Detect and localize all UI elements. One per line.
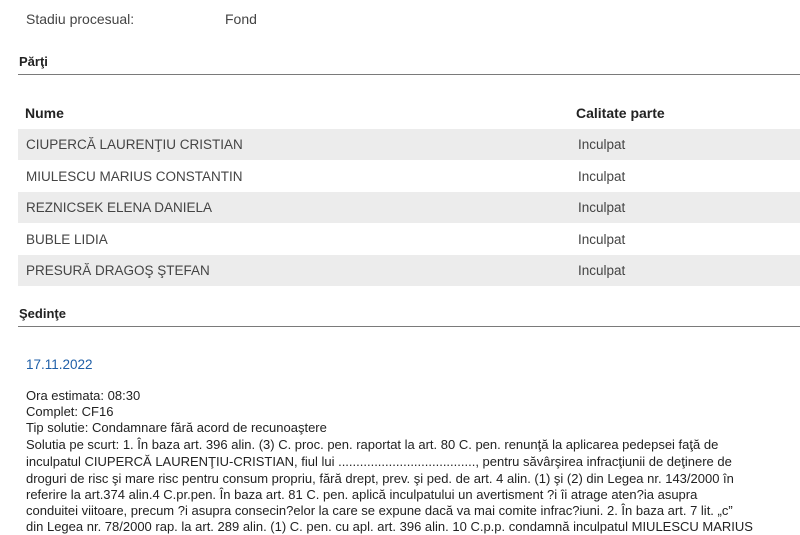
stadiu-procesual-value: Fond (225, 11, 257, 27)
session-detail-line: Tip solutie: Condamnare fără acord de recunoaştere (26, 420, 327, 435)
column-header-calitate: Calitate parte (576, 105, 665, 121)
session-detail-line: din Legea nr. 78/2000 rap. la art. 289 alin. (1) C. pen. cu apl. art. 396 alin. 10 C.p.p. condamnă inculpatul MIULESCU MARIUS (26, 519, 753, 534)
table-row (18, 192, 800, 223)
session-detail-line: Solutia pe scurt: 1. În baza art. 396 alin. (3) C. proc. pen. raportat la art. 80 C. pen. renunţă la aplicarea pedepsei faţă de (26, 437, 719, 452)
party-name: PRESURĂ DRAGOŞ ŞTEFAN (26, 263, 210, 278)
sedinte-section-title: Şedinţe (19, 306, 66, 321)
table-row (18, 255, 800, 286)
session-detail-line: inculpatul CIUPERCĂ LAURENŢIU-CRISTIAN, fiul lui ......................................, pentru săvârşirea infracţiunii de deţinere de (26, 454, 732, 469)
column-header-nume: Nume (25, 105, 64, 121)
stadiu-procesual-label: Stadiu procesual: (26, 11, 135, 27)
session-date-link[interactable]: 17.11.2022 (26, 357, 93, 372)
session-detail-line: conduitei viitoare, precum ?i asupra consecin?elor la care se expune dacă va mai comite infrac?iuni. 2. În baza art. 7 lit. „c” (26, 503, 733, 518)
table-row (18, 224, 800, 255)
party-name: MIULESCU MARIUS CONSTANTIN (26, 169, 243, 184)
stadiu-procesual-row (26, 11, 257, 27)
parti-section-title: Părţi (19, 54, 48, 69)
session-detail-line: referire la art.374 alin.4 C.pr.pen. În baza art. 81 C. pen. aplică inculpatului un avertisment ?i îi atrage aten?ia asupra (26, 487, 698, 502)
party-role: Inculpat (578, 200, 626, 215)
sedinte-divider (18, 326, 800, 327)
party-role: Inculpat (578, 137, 626, 152)
session-detail-line: droguri de risc şi mare risc pentru consum propriu, fără drept, prev. şi ped. de art. 4 alin. (1) şi (2) din Legea nr. 143/2000 în (26, 471, 734, 486)
parti-divider (18, 74, 800, 75)
party-role: Inculpat (578, 232, 626, 247)
table-row (18, 161, 800, 192)
party-name: BUBLE LIDIA (26, 232, 108, 247)
party-name: REZNICSEK ELENA DANIELA (26, 200, 213, 215)
table-row (18, 129, 800, 160)
party-role: Inculpat (578, 263, 626, 278)
session-detail-line: Ora estimata: 08:30 (26, 388, 141, 403)
party-name: CIUPERCĂ LAURENŢIU CRISTIAN (26, 137, 243, 152)
party-role: Inculpat (578, 169, 626, 184)
session-detail-line: Complet: CF16 (26, 404, 114, 419)
